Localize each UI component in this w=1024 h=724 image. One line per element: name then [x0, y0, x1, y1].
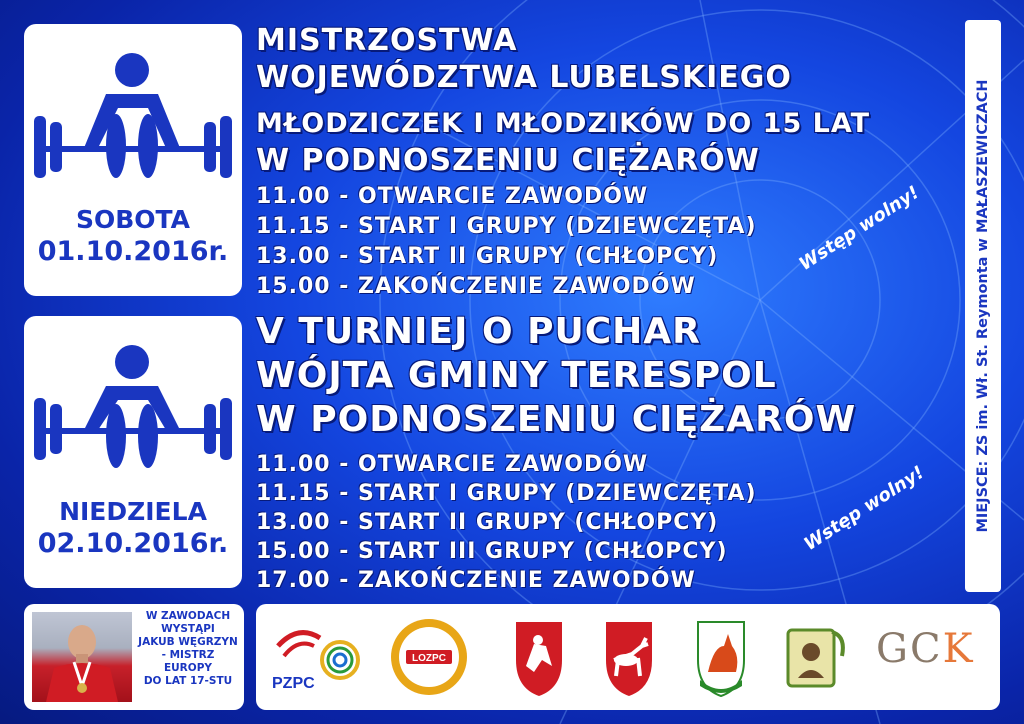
terespol-fox-crest-icon — [694, 616, 748, 698]
event1-title-line-4: W PODNOSZENIU CIĘŻARÓW — [256, 143, 760, 178]
weightlifter-icon — [24, 24, 242, 204]
event2-schedule-item: 15.00 - START III GRUPY (CHŁOPCY) — [256, 539, 728, 564]
venue-text: MIEJSCE: ZS im. Wł. St. Reymonta w MAŁASZEWICZACH — [975, 79, 991, 533]
event1-schedule-item: 13.00 - START II GRUPY (CHŁOPCY) — [256, 244, 719, 269]
lubelskie-crest-icon — [512, 616, 566, 698]
athlete-note-line: DO LAT 17-STU — [143, 675, 233, 687]
gck-logo-accent: K — [942, 626, 975, 672]
weightlifter-icon — [24, 316, 242, 496]
athlete-figure — [32, 612, 132, 702]
athlete-note — [136, 610, 240, 688]
event2-schedule-item: 13.00 - START II GRUPY (CHŁOPCY) — [256, 510, 719, 535]
athlete-note-line: W ZAWODACH — [145, 610, 231, 622]
athlete-note-line: JAKUB WĘGRZYN — [138, 636, 238, 648]
event2-schedule-item: 11.15 - START I GRUPY (DZIEWCZĘTA) — [256, 481, 757, 506]
event1-schedule-item: 15.00 - ZAKOŃCZENIE ZAWODÓW — [256, 274, 696, 299]
event1-title-line-3: MŁODZICZEK I MŁODZIKÓW DO 15 LAT — [256, 108, 871, 139]
athlete-note-line: - MISTRZ EUROPY — [161, 649, 215, 674]
saturday-panel — [24, 24, 242, 296]
venue-bar — [965, 20, 1001, 592]
event2-schedule-item: 17.00 - ZAKOŃCZENIE ZAWODÓW — [256, 568, 696, 593]
sunday-day-label: NIEDZIELA — [59, 497, 207, 526]
event2-schedule-item: 11.00 - OTWARCIE ZAWODÓW — [256, 452, 649, 477]
event2-title-line-3: W PODNOSZENIU CIĘŻARÓW — [256, 399, 857, 440]
school-reymont-logo — [780, 616, 850, 698]
gck-logo-text: GC — [876, 626, 943, 672]
gck-logo — [876, 626, 974, 672]
event1-title-line-1: MISTRZOSTWA — [256, 23, 518, 58]
event2-free-entry: Wstęp wolny! — [800, 461, 929, 556]
lozpc-logo — [384, 616, 474, 698]
event2-title-line-2: WÓJTA GMINY TERESPOL — [256, 355, 777, 396]
athlete-note-line: WYSTĄPI — [161, 623, 215, 635]
lublin-deer-crest-icon — [602, 616, 656, 698]
athlete-box — [24, 604, 244, 710]
event1-schedule-item: 11.00 - OTWARCIE ZAWODÓW — [256, 184, 649, 209]
event1-free-entry: Wstęp wolny! — [795, 181, 924, 276]
lozpc-label: LOZPC — [412, 653, 446, 664]
sponsor-logos — [256, 604, 1000, 710]
pzpc-logo — [268, 616, 368, 698]
saturday-date-block — [24, 204, 242, 269]
sunday-panel — [24, 316, 242, 588]
event1-title-line-2: WOJEWÓDZTWA LUBELSKIEGO — [256, 60, 792, 95]
saturday-date: 01.10.2016r. — [37, 236, 229, 268]
sunday-date-block — [24, 496, 242, 561]
athlete-photo — [32, 612, 132, 702]
event2-title-line-1: V TURNIEJ O PUCHAR — [256, 311, 701, 352]
pzpc-label: PZPC — [272, 675, 315, 692]
saturday-day-label: SOBOTA — [75, 205, 191, 234]
sunday-date: 02.10.2016r. — [37, 528, 229, 560]
event1-schedule-item: 11.15 - START I GRUPY (DZIEWCZĘTA) — [256, 214, 757, 239]
